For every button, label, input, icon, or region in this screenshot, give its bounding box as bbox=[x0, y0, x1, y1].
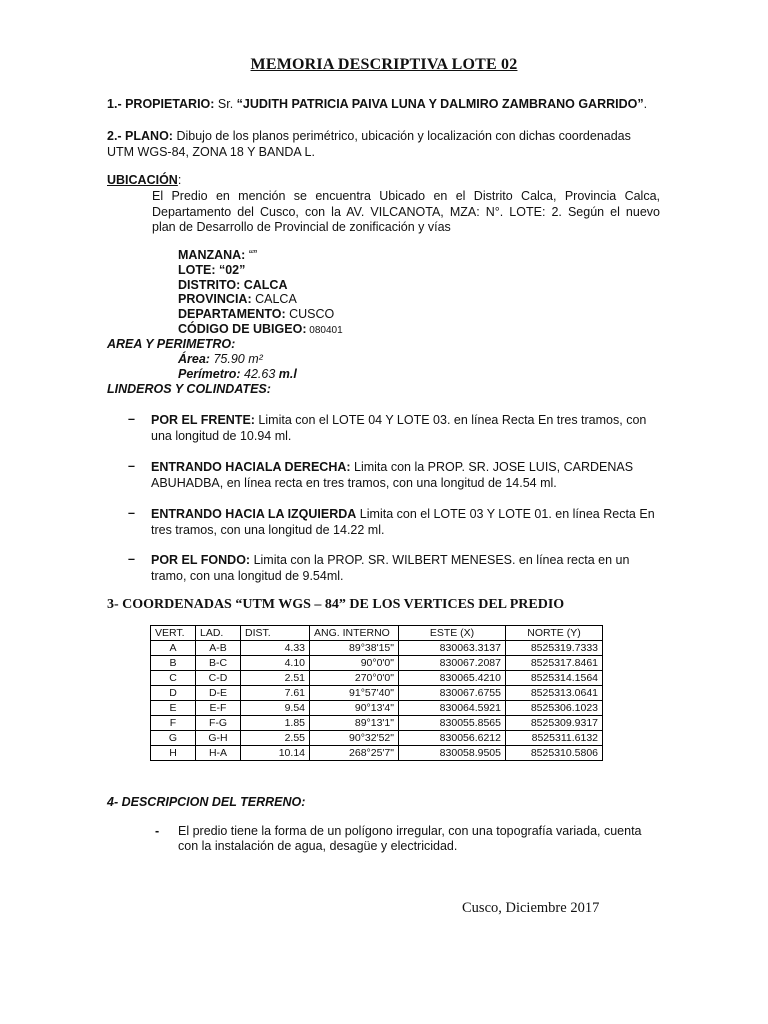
cell-lad: B-C bbox=[196, 656, 241, 671]
cell-norte: 8525314.1564 bbox=[506, 671, 603, 686]
cell-vert: B bbox=[151, 656, 196, 671]
lindero-derecha bbox=[151, 459, 661, 491]
cell-este: 830058.9505 bbox=[399, 746, 506, 761]
section-1-number: 1. bbox=[107, 97, 118, 111]
ubicacion-colon: : bbox=[177, 173, 182, 187]
table-row bbox=[151, 671, 603, 686]
manzana-value: “” bbox=[245, 248, 258, 262]
descripcion-line-2: con la instalación de agua, desagüe y electricidad. bbox=[178, 839, 458, 853]
table-header-row bbox=[151, 626, 603, 641]
cell-vert: G bbox=[151, 731, 196, 746]
cell-norte: 8525313.0641 bbox=[506, 686, 603, 701]
departamento-label: DEPARTAMENTO: bbox=[178, 307, 286, 321]
signature-place-date: Cusco, Diciembre 2017 bbox=[462, 900, 600, 916]
cell-norte: 8525309.9317 bbox=[506, 716, 603, 731]
header-norte: NORTE (Y) bbox=[506, 626, 603, 641]
descripcion-line-1: El predio tiene la forma de un polígono irregular, con una topografía variada, cuenta bbox=[178, 824, 642, 838]
table-row bbox=[151, 731, 603, 746]
section-plano-line1 bbox=[107, 129, 631, 144]
lindero-izquierda-label: ENTRANDO HACIA LA IZQUIERDA bbox=[151, 507, 357, 521]
cell-lad: E-F bbox=[196, 701, 241, 716]
ubicacion-line-3: plan de Desarrollo de Provincial de zonificación y vías bbox=[152, 220, 451, 234]
lindero-fondo-text: Limita con la PROP. SR. WILBERT MENESES. en línea recta en un tramo, con una longitud de 9.54ml. bbox=[151, 553, 630, 583]
cell-norte: 8525310.5806 bbox=[506, 746, 603, 761]
table-row bbox=[151, 701, 603, 716]
table-row bbox=[151, 656, 603, 671]
ubigeo-label: CÓDIGO DE UBIGEO: bbox=[178, 322, 307, 336]
cell-ang: 90°32'52" bbox=[310, 731, 399, 746]
cell-este: 830065.4210 bbox=[399, 671, 506, 686]
table-row bbox=[151, 686, 603, 701]
area-label: Área: bbox=[178, 352, 210, 366]
cell-dist: 9.54 bbox=[241, 701, 310, 716]
distrito-row: DISTRITO: CALCA bbox=[178, 278, 288, 292]
cell-ang: 89°38'15" bbox=[310, 641, 399, 656]
table-row bbox=[151, 641, 603, 656]
area-heading: AREA Y PERIMETRO: bbox=[107, 337, 236, 351]
linderos-heading: LINDEROS Y COLINDATES: bbox=[107, 382, 271, 396]
lindero-frente-text: Limita con el LOTE 04 Y LOTE 03. en línea Recta En tres tramos, con una longitud de 10.94 ml. bbox=[151, 413, 647, 443]
area-value: 75.90 m² bbox=[209, 352, 263, 366]
ubicacion-line-1: El Predio en mención se encuentra Ubicado en el Distrito Calca, Provincia Calca, bbox=[152, 189, 660, 203]
ubigeo-value: 080401 bbox=[306, 325, 343, 336]
bullet-dash: – bbox=[128, 552, 135, 566]
cell-este: 830063.3137 bbox=[399, 641, 506, 656]
provincia-label: PROVINCIA: bbox=[178, 292, 252, 306]
lindero-izquierda bbox=[151, 506, 661, 538]
cell-este: 830067.2087 bbox=[399, 656, 506, 671]
descripcion-heading: 4- DESCRIPCION DEL TERRENO: bbox=[107, 795, 306, 809]
cell-lad: C-D bbox=[196, 671, 241, 686]
provincia-value: CALCA bbox=[251, 292, 297, 306]
cell-vert: D bbox=[151, 686, 196, 701]
header-lad: LAD. bbox=[196, 626, 241, 641]
cell-lad: D-E bbox=[196, 686, 241, 701]
table-row bbox=[151, 716, 603, 731]
provincia-row bbox=[178, 292, 297, 307]
cell-lad: H-A bbox=[196, 746, 241, 761]
cell-dist: 10.14 bbox=[241, 746, 310, 761]
bullet-dash: – bbox=[128, 412, 135, 426]
plano-label: 2.- PLANO: bbox=[107, 129, 173, 143]
cell-ang: 90°13'4" bbox=[310, 701, 399, 716]
propietario-prefix: Sr. bbox=[214, 97, 237, 111]
perimetro-value: 42.63 bbox=[240, 367, 279, 381]
header-este: ESTE (X) bbox=[399, 626, 506, 641]
cell-ang: 91°57'40" bbox=[310, 686, 399, 701]
ubicacion-heading bbox=[107, 173, 181, 188]
cell-lad: A-B bbox=[196, 641, 241, 656]
lindero-derecha-label: ENTRANDO HACIALA DERECHA: bbox=[151, 460, 351, 474]
coordenadas-heading: 3- COORDENADAS “UTM WGS – 84” DE LOS VERTICES DEL PREDIO bbox=[107, 597, 565, 612]
cell-ang: 270°0'0" bbox=[310, 671, 399, 686]
cell-norte: 8525306.1023 bbox=[506, 701, 603, 716]
cell-vert: E bbox=[151, 701, 196, 716]
propietario-label: - PROPIETARIO: bbox=[117, 97, 215, 111]
lindero-derecha-text: Limita con la PROP. SR. JOSE LUIS, CARDENAS ABUHADBA, en línea recta en tres tramos, con una longitud de 14.54 ml. bbox=[151, 460, 634, 490]
cell-dist: 7.61 bbox=[241, 686, 310, 701]
lindero-fondo bbox=[151, 552, 661, 584]
cell-vert: A bbox=[151, 641, 196, 656]
cell-dist: 1.85 bbox=[241, 716, 310, 731]
header-vert: VERT. bbox=[151, 626, 196, 641]
bullet-dash: – bbox=[128, 459, 135, 473]
bullet-dash: – bbox=[128, 506, 135, 520]
manzana-label: MANZANA: bbox=[178, 248, 246, 262]
lindero-frente bbox=[151, 412, 661, 444]
departamento-row bbox=[178, 307, 334, 322]
propietario-end: . bbox=[643, 97, 648, 111]
area-row bbox=[178, 352, 263, 367]
propietario-name: “JUDITH PATRICIA PAIVA LUNA Y DALMIRO ZAMBRANO GARRIDO” bbox=[236, 97, 644, 111]
perimetro-unit: m.l bbox=[278, 367, 297, 381]
cell-este: 830064.5921 bbox=[399, 701, 506, 716]
lote-row: LOTE: “02” bbox=[178, 263, 246, 277]
cell-ang: 90°0'0" bbox=[310, 656, 399, 671]
descripcion-bullet: - bbox=[155, 824, 160, 838]
cell-vert: H bbox=[151, 746, 196, 761]
header-ang: ANG. INTERNO bbox=[310, 626, 399, 641]
cell-vert: C bbox=[151, 671, 196, 686]
manzana-row bbox=[178, 248, 257, 263]
cell-norte: 8525319.7333 bbox=[506, 641, 603, 656]
table-row bbox=[151, 746, 603, 761]
cell-norte: 8525311.6132 bbox=[506, 731, 603, 746]
lindero-frente-label: POR EL FRENTE: bbox=[151, 413, 255, 427]
cell-ang: 89°13'1" bbox=[310, 716, 399, 731]
cell-norte: 8525317.8461 bbox=[506, 656, 603, 671]
ubicacion-label: UBICACIÓN bbox=[107, 173, 178, 187]
section-propietario bbox=[107, 97, 647, 112]
header-dist: DIST. bbox=[241, 626, 310, 641]
cell-lad: G-H bbox=[196, 731, 241, 746]
perimetro-label: Perímetro: bbox=[178, 367, 241, 381]
lindero-izquierda-text: Limita con el LOTE 03 Y LOTE 01. en línea Recta En tres tramos, con una longitud de 14.22 ml. bbox=[151, 507, 655, 537]
plano-text-1: Dibujo de los planos perimétrico, ubicación y localización con dichas coordenadas bbox=[172, 129, 631, 143]
cell-lad: F-G bbox=[196, 716, 241, 731]
document-title: MEMORIA DESCRIPTIVA LOTE 02 bbox=[250, 56, 518, 73]
coordinates-table-body bbox=[151, 641, 603, 761]
cell-este: 830067.6755 bbox=[399, 686, 506, 701]
cell-vert: F bbox=[151, 716, 196, 731]
cell-ang: 268°25'7" bbox=[310, 746, 399, 761]
ubicacion-line-2: Departamento del Cusco, con la AV. VILCANOTA, MZA: N°. LOTE: 2. Según el nuevo bbox=[152, 205, 660, 219]
coordinates-table bbox=[150, 625, 603, 761]
perimetro-row bbox=[178, 367, 297, 382]
lindero-fondo-label: POR EL FONDO: bbox=[151, 553, 251, 567]
cell-dist: 4.33 bbox=[241, 641, 310, 656]
ubigeo-row bbox=[178, 322, 343, 338]
cell-dist: 2.51 bbox=[241, 671, 310, 686]
departamento-value: CUSCO bbox=[285, 307, 335, 321]
cell-este: 830055.8565 bbox=[399, 716, 506, 731]
cell-dist: 4.10 bbox=[241, 656, 310, 671]
plano-text-2: UTM WGS-84, ZONA 18 Y BANDA L. bbox=[107, 145, 315, 159]
cell-dist: 2.55 bbox=[241, 731, 310, 746]
cell-este: 830056.6212 bbox=[399, 731, 506, 746]
